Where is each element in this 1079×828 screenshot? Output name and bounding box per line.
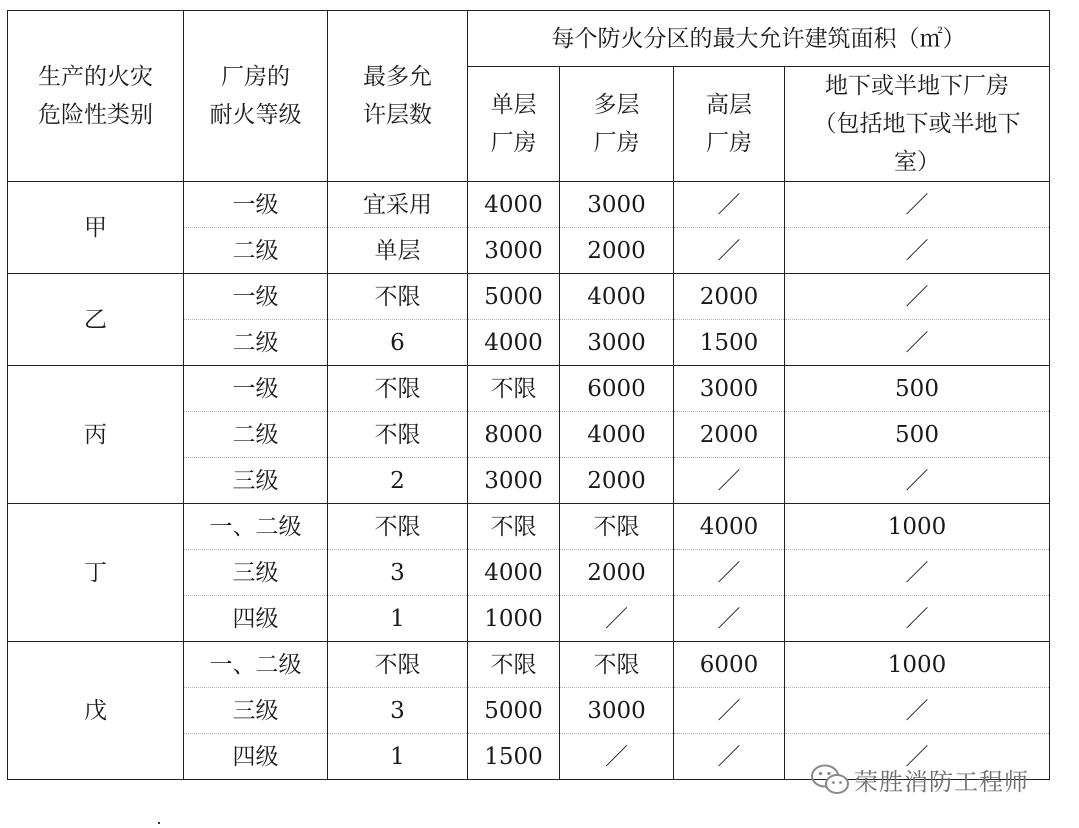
underground-cell: 1000: [785, 642, 1050, 688]
floors-cell: 不限: [328, 642, 468, 688]
single-cell: 3000: [468, 458, 560, 504]
multi-cell: 3000: [560, 320, 674, 366]
high-cell: ／: [674, 596, 785, 642]
floors-cell: 不限: [328, 274, 468, 320]
multi-cell: 2000: [560, 458, 674, 504]
category-cell: 乙: [8, 274, 184, 366]
table-row: [8, 274, 1050, 320]
header-high-line1: 高层: [706, 92, 752, 118]
floors-cell: 宜采用: [328, 182, 468, 228]
high-cell: ／: [674, 550, 785, 596]
floors-cell: 单层: [328, 228, 468, 274]
rating-cell: 一、二级: [184, 642, 328, 688]
high-cell: ／: [674, 228, 785, 274]
category-cell: 戊: [8, 642, 184, 780]
underground-cell: ／: [785, 182, 1050, 228]
header-multi-floor: [560, 67, 674, 182]
multi-cell: 不限: [560, 504, 674, 550]
header-max-floors-line1: 最多允: [363, 64, 432, 90]
floors-cell: 3: [328, 550, 468, 596]
floors-cell: 3: [328, 688, 468, 734]
header-fire-rating-line2: 耐火等级: [209, 102, 302, 128]
header-underground: [785, 67, 1050, 182]
header-category-line1: 生产的火灾: [38, 64, 153, 90]
single-cell: 4000: [468, 320, 560, 366]
fire-compartment-table: [7, 10, 1050, 780]
high-cell: ／: [674, 734, 785, 780]
floors-cell: 不限: [328, 504, 468, 550]
watermark-text: 荣胜消防工程师: [854, 768, 1029, 796]
multi-cell: 2000: [560, 550, 674, 596]
category-cell: 丁: [8, 504, 184, 642]
table-row: [8, 504, 1050, 550]
floors-cell: 1: [328, 596, 468, 642]
table-row: [8, 366, 1050, 412]
wechat-icon: [810, 763, 850, 797]
header-max-area: 每个防火分区的最大允许建筑面积（㎡）: [468, 11, 1050, 67]
multi-cell: 3000: [560, 182, 674, 228]
floors-cell: 6: [328, 320, 468, 366]
single-cell: 不限: [468, 366, 560, 412]
category-cell: 甲: [8, 182, 184, 274]
category-cell: 丙: [8, 366, 184, 504]
rating-cell: 三级: [184, 458, 328, 504]
single-cell: 不限: [468, 642, 560, 688]
header-max-floors: [328, 11, 468, 182]
table-row: [8, 642, 1050, 688]
multi-cell: 4000: [560, 274, 674, 320]
rating-cell: 一、二级: [184, 504, 328, 550]
single-cell: 4000: [468, 550, 560, 596]
rating-cell: 四级: [184, 734, 328, 780]
multi-cell: 3000: [560, 688, 674, 734]
underground-cell: ／: [785, 596, 1050, 642]
high-cell: ／: [674, 458, 785, 504]
underground-cell: 500: [785, 412, 1050, 458]
high-cell: ／: [674, 182, 785, 228]
header-single-line1: 单层: [490, 92, 537, 118]
rating-cell: 一级: [184, 274, 328, 320]
header-underground-line2: （包括地下或半地下: [813, 111, 1021, 137]
multi-cell: 2000: [560, 228, 674, 274]
table-body: [8, 182, 1050, 780]
underground-cell: ／: [785, 458, 1050, 504]
underground-cell: ／: [785, 274, 1050, 320]
high-cell: 2000: [674, 412, 785, 458]
underground-cell: ／: [785, 688, 1050, 734]
floors-cell: 不限: [328, 366, 468, 412]
floors-cell: 2: [328, 458, 468, 504]
rating-cell: 四级: [184, 596, 328, 642]
high-cell: 2000: [674, 274, 785, 320]
multi-cell: ／: [560, 734, 674, 780]
header-high-rise: [674, 67, 785, 182]
single-cell: 1500: [468, 734, 560, 780]
multi-cell: 4000: [560, 412, 674, 458]
single-cell: 8000: [468, 412, 560, 458]
underground-cell: ／: [785, 550, 1050, 596]
header-fire-rating: [184, 11, 328, 182]
header-multi-line1: 多层: [593, 92, 640, 118]
high-cell: 6000: [674, 642, 785, 688]
watermark: [810, 762, 1029, 797]
table-row: [8, 182, 1050, 228]
header-multi-line2: 厂房: [593, 130, 640, 156]
multi-cell: 6000: [560, 366, 674, 412]
rating-cell: 三级: [184, 688, 328, 734]
single-cell: 1000: [468, 596, 560, 642]
header-category-line2: 危险性类别: [38, 102, 153, 128]
header-single-line2: 厂房: [490, 130, 537, 156]
underground-cell: ／: [785, 734, 1050, 780]
header-max-floors-line2: 许层数: [363, 102, 432, 128]
stray-dot: [158, 822, 160, 824]
underground-cell: ／: [785, 320, 1050, 366]
header-category: [8, 11, 184, 182]
header-single-floor: [468, 67, 560, 182]
high-cell: 4000: [674, 504, 785, 550]
rating-cell: 二级: [184, 412, 328, 458]
multi-cell: 不限: [560, 642, 674, 688]
rating-cell: 一级: [184, 182, 328, 228]
header-underground-line1: 地下或半地下厂房: [825, 73, 1009, 99]
header-underground-line3: 室）: [894, 149, 940, 175]
high-cell: 3000: [674, 366, 785, 412]
single-cell: 5000: [468, 274, 560, 320]
underground-cell: ／: [785, 228, 1050, 274]
rating-cell: 三级: [184, 550, 328, 596]
single-cell: 3000: [468, 228, 560, 274]
floors-cell: 1: [328, 734, 468, 780]
rating-cell: 二级: [184, 320, 328, 366]
rating-cell: 二级: [184, 228, 328, 274]
table-header: [8, 11, 1050, 182]
rating-cell: 一级: [184, 366, 328, 412]
floors-cell: 不限: [328, 412, 468, 458]
single-cell: 5000: [468, 688, 560, 734]
header-fire-rating-line1: 厂房的: [221, 64, 290, 90]
single-cell: 4000: [468, 182, 560, 228]
high-cell: ／: [674, 688, 785, 734]
header-high-line2: 厂房: [706, 130, 752, 156]
single-cell: 不限: [468, 504, 560, 550]
underground-cell: 500: [785, 366, 1050, 412]
multi-cell: ／: [560, 596, 674, 642]
high-cell: 1500: [674, 320, 785, 366]
underground-cell: 1000: [785, 504, 1050, 550]
